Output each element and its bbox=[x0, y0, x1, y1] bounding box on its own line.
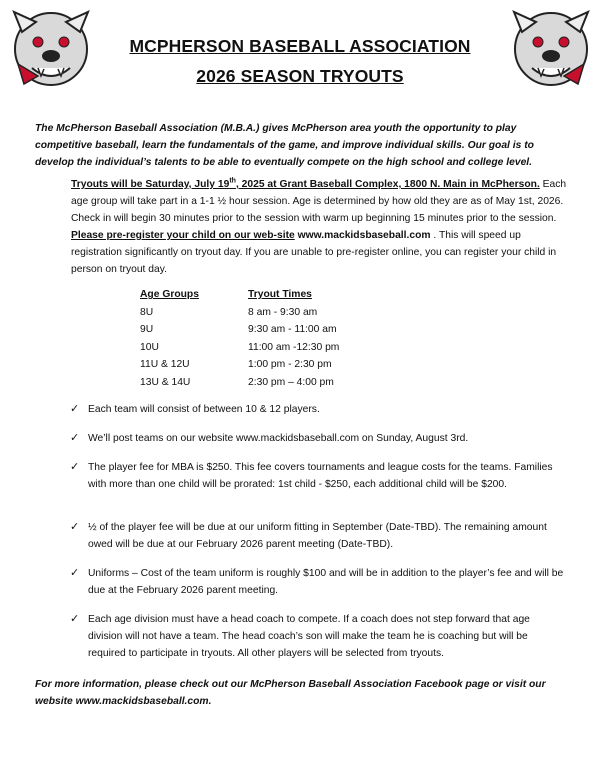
tryout-time-cell: 2:30 pm – 4:00 pm bbox=[248, 376, 334, 388]
list-item: ✓ ½ of the player fee will be due at our uniform fitting in September (Date-TBD). The remaining amount owed will be due at our February 2026 parent meeting (Date-TBD). bbox=[70, 521, 547, 550]
tryout-schedule-table bbox=[140, 286, 339, 391]
list-item: ✓ Each team will consist of between 10 & 12 players. bbox=[88, 401, 566, 418]
tryout-time-cell: 11:00 am -12:30 pm bbox=[248, 341, 340, 353]
table-row bbox=[140, 321, 339, 339]
website-link[interactable]: www.mackidsbaseball.com bbox=[294, 230, 431, 241]
tryout-paragraph bbox=[71, 176, 571, 278]
table-row bbox=[140, 374, 339, 392]
tryout-headline: Tryouts will be Saturday, July 19th, 2025 at Grant Baseball Complex, 1800 N. Main in McPherson. bbox=[71, 177, 540, 190]
pre-register-link[interactable]: Please pre-register your child on our web-site bbox=[71, 230, 295, 241]
register-details: . This will speed up registration significantly on tryout day. If you are unable to pre-register online, you can register your child in person on tryout day. bbox=[71, 230, 557, 275]
age-group-cell: 10U bbox=[140, 341, 159, 353]
age-group-cell: 13U & 14U bbox=[140, 376, 191, 388]
tryout-time-cell: 9:30 am - 11:00 am bbox=[248, 324, 337, 336]
tryout-details: Each age group will take part in a 1-1 ½ hour session. Age is determined by how old they are as of May 1st, 2026. Check in will begin 30 minutes prior to the session with warm up beginning 15 minutes prior to the session. bbox=[71, 179, 567, 224]
list-item: ✓ Uniforms – Cost of the team uniform is roughly $100 and will be in addition to the player’s fee and will be due at the February 2026 parent meeting. bbox=[70, 567, 564, 596]
checkmark-icon: ✓ bbox=[70, 567, 80, 579]
tryout-time-cell: 8 am - 9:30 am bbox=[248, 306, 318, 318]
table-row bbox=[140, 356, 339, 374]
list-item: ✓ Each age division must have a head coach to compete. If a coach does not step forward that age division will not have a team. The head coach’s son will make the team he is coaching but will be required to participate in tryouts. All other players will be selected from tryouts. bbox=[70, 613, 530, 659]
table-header-row bbox=[140, 286, 339, 304]
tryout-time-cell: 1:00 pm - 2:30 pm bbox=[248, 359, 332, 371]
age-group-cell: 11U & 12U bbox=[140, 359, 190, 371]
tryout-times-header: Tryout Times bbox=[248, 289, 312, 301]
table-row bbox=[140, 339, 339, 357]
age-group-cell: 9U bbox=[140, 324, 154, 336]
table-row bbox=[140, 304, 339, 322]
page-title: MCPHERSON BASEBALL ASSOCIATION bbox=[129, 36, 471, 56]
checkmark-icon: ✓ bbox=[70, 521, 80, 533]
checkmark-icon: ✓ bbox=[70, 403, 80, 415]
footer-note: For more information, please check out our McPherson Baseball Association Facebook page or visit our website www.mackidsbaseball.com. bbox=[35, 679, 546, 707]
intro-paragraph: The McPherson Baseball Association (M.B.A.) gives McPherson area youth the opportunity to play competitive baseball, learn the fundamentals of the game, and improve individual skills. Our goal is to develop the individual’s talents to be able to eventually compete on the high school and college level. bbox=[35, 123, 534, 168]
checkmark-icon: ✓ bbox=[70, 461, 80, 473]
list-item: ✓ We’ll post teams on our website www.mackidsbaseball.com on Sunday, August 3rd. bbox=[88, 430, 566, 447]
page-subtitle: 2026 SEASON TRYOUTS bbox=[196, 66, 404, 86]
list-item: ✓ The player fee for MBA is $250. This fee covers tournaments and league costs for the teams. Families with more than one child will be prorated: 1st child - $250, each additional child will be $200. bbox=[70, 461, 553, 490]
age-groups-header: Age Groups bbox=[140, 289, 199, 301]
age-group-cell: 8U bbox=[140, 306, 154, 318]
checkmark-icon: ✓ bbox=[70, 432, 80, 444]
checkmark-icon: ✓ bbox=[70, 613, 80, 625]
